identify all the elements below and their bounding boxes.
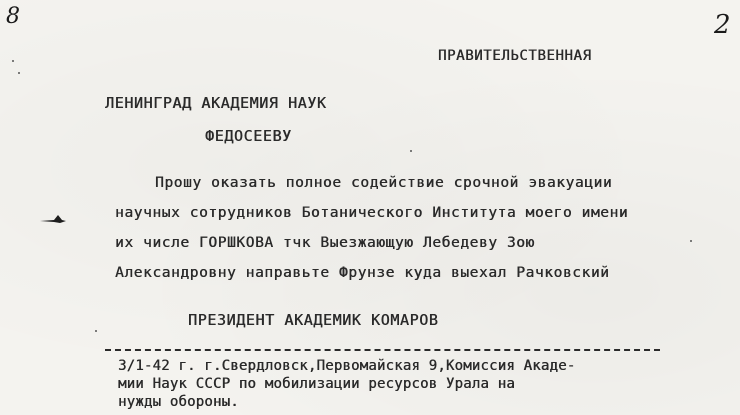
paper-speck (410, 150, 412, 152)
body-line: Прошу оказать полное содействие срочной эвакуации (155, 175, 613, 191)
ink-blot-mark (40, 213, 66, 227)
classification-stamp: ПРАВИТЕЛЬСТВЕННАЯ (438, 48, 592, 64)
body-line: их числе ГОРШКОВА тчк Выезжающую Лебедеву Зою (115, 235, 535, 251)
paper-speck (18, 72, 20, 74)
dashed-separator (105, 349, 660, 351)
paper-speck (690, 240, 692, 242)
footer-line: 3/1-42 г. г.Свердловск,Первомайская 9,Комиссия Акаде- (118, 358, 576, 374)
signature-line: ПРЕЗИДЕНТ АКАДЕМИК КОМАРОВ (188, 311, 439, 329)
handwritten-mark-top-left: 8 (6, 4, 20, 29)
footer-line: мии Наук СССР по мобилизации ресурсов Урала на (118, 376, 515, 392)
addressee-line: ФЕДОСЕЕВУ (205, 127, 292, 145)
paper-speck (12, 60, 14, 62)
paper-speck (95, 330, 97, 332)
body-line: Александровну направьте Фрунзе куда выехал Рачковский (115, 265, 610, 281)
page-number: 2 (714, 10, 731, 40)
footer-line: нужды обороны. (118, 394, 239, 410)
body-line: научных сотрудников Ботанического Института моего имени (115, 205, 629, 221)
address-line: ЛЕНИНГРАД АКАДЕМИЯ НАУК (105, 94, 327, 112)
